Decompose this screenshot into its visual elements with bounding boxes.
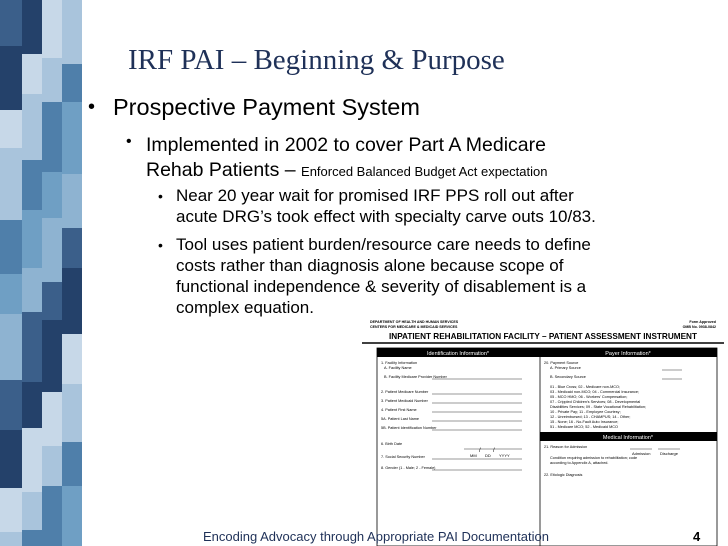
- stripe-block: [42, 58, 62, 102]
- form-left-field-label: 1. Facility Information: [381, 361, 418, 365]
- stripe-block: [62, 334, 82, 384]
- bullet-line: acute DRG’s took effect with specialty carve outs 10/83.: [176, 207, 596, 226]
- form-date-dd: DD: [485, 453, 491, 458]
- bullet-level2-line2: [146, 158, 547, 184]
- stripe-block: [62, 0, 82, 64]
- form-approval-line1: Form Approved: [689, 320, 716, 324]
- stripe-block: [22, 492, 42, 530]
- form-right-field-label: 03 - Medicaid non-MCO; 04 - Commercial Insurance;: [550, 390, 640, 394]
- stripe-block: [62, 102, 82, 174]
- bullet-level2-text: Rehab Patients –: [146, 159, 302, 181]
- form-left-field-label: 7. Social Security Number: [381, 455, 425, 459]
- stripe-column: [42, 0, 62, 546]
- form-right-field-label: 21. Reason for Admission: [544, 445, 588, 449]
- slide-footer: Encoding Advocacy through Appropriate PAI Documentation: [203, 529, 549, 544]
- bullet-level3-2: [176, 234, 591, 318]
- form-date-yyyy: YYYY: [499, 453, 510, 458]
- bullet-marker: •: [158, 237, 163, 253]
- page-number: 4: [693, 529, 701, 544]
- form-left-field-label: 3. Patient Medicaid Number: [381, 399, 428, 403]
- stripe-block: [62, 442, 82, 486]
- form-agency-line2: CENTERS FOR MEDICARE & MEDICAID SERVICES: [370, 325, 458, 329]
- stripe-column: [62, 0, 82, 546]
- stripe-block: [42, 486, 62, 546]
- form-heading: INPATIENT REHABILITATION FACILITY – PATIENT ASSESSMENT INSTRUMENT: [389, 332, 697, 341]
- stripe-block: [0, 220, 22, 274]
- form-right-field-label: 51 - Medicare MCO; 52 - Medicaid MCO: [550, 425, 618, 429]
- stripe-block: [0, 46, 22, 110]
- stripe-block: [22, 0, 42, 54]
- stripe-block: [22, 382, 42, 428]
- stripe-column: [0, 0, 22, 546]
- stripe-block: [62, 486, 82, 546]
- stripe-block: [62, 384, 82, 442]
- form-left-field-label: 8. Gender (1 - Male; 2 - Female): [381, 466, 436, 470]
- form-right-field-label: B. Secondary Source: [550, 375, 586, 379]
- stripe-block: [0, 380, 22, 430]
- stripe-block: [0, 430, 22, 488]
- bullet-line: functional independence & severity of disablement is a: [176, 277, 587, 296]
- bullet-line: Tool uses patient burden/resource care needs to define: [176, 235, 591, 254]
- stripe-block: [0, 274, 22, 314]
- form-section-medical: Medical Information*: [602, 435, 654, 441]
- form-right-field-label: 20. Payment Source: [544, 361, 579, 365]
- form-right-field-label: A. Primary Source: [550, 366, 581, 370]
- bullet-level3-1: [176, 185, 596, 227]
- form-left-field-label: B. Facility Medicare Provider Number: [384, 375, 447, 379]
- form-left-field-label: 5A. Patient Last Name: [381, 417, 419, 421]
- stripe-block: [22, 312, 42, 382]
- stripe-block: [42, 446, 62, 486]
- bullet-marker: •: [126, 133, 132, 150]
- stripe-block: [0, 488, 22, 532]
- stripe-block: [22, 428, 42, 492]
- bullet-level2-line1: Implemented in 2002 to cover Part A Medicare: [146, 134, 546, 156]
- form-date-mm: MM: [470, 453, 477, 458]
- form-left-field-label: 6. Birth Date: [381, 442, 403, 446]
- stripe-block: [42, 320, 62, 392]
- irf-pai-form-image: [362, 318, 724, 546]
- stripe-block: [0, 110, 22, 148]
- form-left-field-label: 4. Patient First Name: [381, 408, 417, 412]
- stripe-block: [0, 314, 22, 380]
- stripe-block: [62, 174, 82, 228]
- bullet-line: Near 20 year wait for promised IRF PPS roll out after: [176, 186, 574, 205]
- bullet-level2-small: Enforced Balanced Budget Act expectation: [301, 164, 548, 179]
- form-section-identification: Identification Information*: [426, 351, 490, 357]
- form-right-field-label: 07 - Crippled Children's Services; 08 - Developmental: [550, 400, 641, 404]
- stripe-block: [42, 0, 62, 58]
- stripe-column: [22, 0, 42, 546]
- form-section-payer: Payer Information*: [605, 351, 651, 357]
- stripe-block: [62, 64, 82, 102]
- stripe-block: [22, 94, 42, 160]
- bullet-line: costs rather than diagnosis alone because scope of: [176, 256, 564, 275]
- form-right-field-label: 15 - None; 16 - No-Fault Auto Insurance;: [550, 420, 619, 424]
- form-left-field-label: 5B. Patient Identification Number: [381, 426, 437, 430]
- stripe-block: [42, 392, 62, 446]
- stripe-block: [42, 102, 62, 172]
- form-col-admission: Admission: [632, 451, 651, 456]
- bullet-level2: [146, 133, 547, 184]
- svg-text:/: /: [479, 448, 481, 454]
- stripe-block: [42, 282, 62, 320]
- bullet-marker: •: [88, 96, 96, 118]
- svg-text:/: /: [493, 448, 495, 454]
- bullet-line: complex equation.: [176, 298, 314, 317]
- form-right-field-label: Condition requiring admission to rehabilitation; code: [550, 456, 638, 460]
- form-right-field-label: according to Appendix A, attached.: [550, 461, 609, 465]
- form-left-field-label: 2. Patient Medicare Number: [381, 390, 429, 394]
- form-right-field-label: 12 - Unreimbursed; 13 - CHAMPUS; 14 - Other;: [550, 415, 631, 419]
- form-right-field-label: 22. Etiologic Diagnosis: [544, 473, 583, 477]
- stripe-block: [22, 210, 42, 268]
- form-right-field-label: Disabilities Services; 09 - State Vocational Rehabilitation;: [550, 405, 647, 409]
- form-col-discharge: Discharge: [660, 451, 679, 456]
- slide-title: IRF PAI – Beginning & Purpose: [128, 44, 505, 76]
- bullet-marker: •: [158, 188, 163, 204]
- stripe-block: [42, 172, 62, 218]
- stripe-block: [0, 0, 22, 46]
- stripe-block: [42, 218, 62, 282]
- form-agency-line1: DEPARTMENT OF HEALTH AND HUMAN SERVICES: [370, 320, 459, 324]
- stripe-block: [22, 160, 42, 210]
- stripe-block: [62, 228, 82, 268]
- stripe-block: [0, 148, 22, 220]
- stripe-block: [62, 268, 82, 334]
- stripe-block: [22, 530, 42, 546]
- stripe-block: [0, 532, 22, 546]
- form-approval-line2: OMB No. 0938-0842: [682, 325, 716, 329]
- form-right-field-label: 10 - Private Pay; 11 - Employee Courtesy;: [550, 410, 621, 414]
- form-right-field-label: 01 - Blue Cross; 02 - Medicare non-MCO;: [550, 385, 621, 389]
- decorative-stripe-panel: [0, 0, 82, 546]
- form-right-field-label: 05 - MCO HMO; 06 - Workers' Compensation;: [550, 395, 628, 399]
- bullet-level1: Prospective Payment System: [113, 94, 420, 120]
- stripe-block: [22, 54, 42, 94]
- stripe-block: [22, 268, 42, 312]
- form-left-field-label: A. Facility Name: [384, 366, 412, 370]
